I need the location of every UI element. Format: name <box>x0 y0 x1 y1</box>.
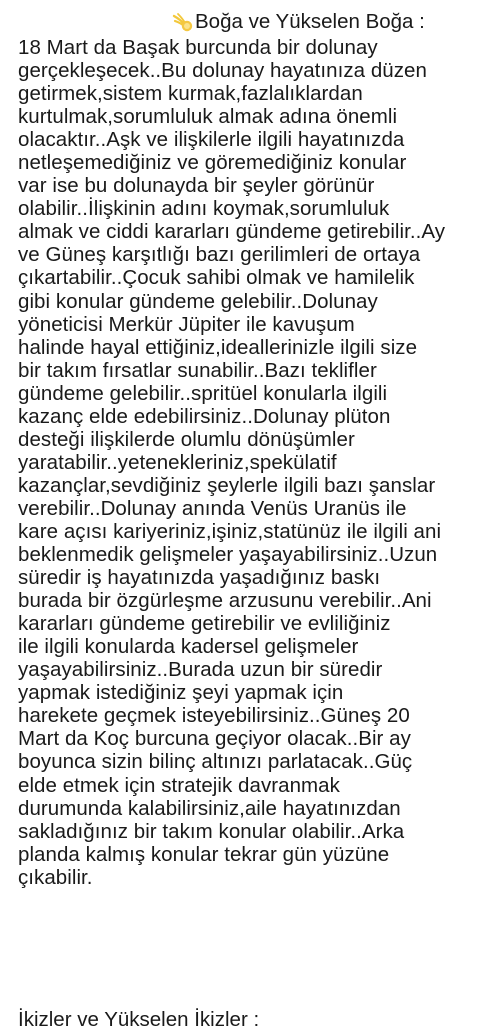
text-line: kararları gündeme getirebilir ve evliliğiniz <box>18 612 391 636</box>
text-line: beklenmedik gelişmeler yaşayabilirsiniz..Uzun <box>18 543 438 567</box>
cutoff-line: İkizler ve Yükselen İkizler : <box>18 1008 260 1031</box>
text-line: var ise bu dolunayda bir şeyler görünür <box>18 174 375 198</box>
text-line: kare açısı kariyeriniz,işiniz,statünüz ile ilgili ani <box>18 519 442 543</box>
text-line: kazançlar,sevdiğiniz şeylerle ilgili bazı şanslar <box>18 473 436 497</box>
text-line: burada bir özgürleşme arzusunu verebilir..Ani <box>18 589 432 613</box>
text-line: durumunda kalabilirsiniz,aile hayatınızdan <box>18 796 401 820</box>
text-line: gündeme gelebilir..spritüel konularla ilgili <box>18 381 388 405</box>
text-line: kazanç elde edebilirsiniz..Dolunay plüton <box>18 404 391 428</box>
text-line: netleşemediğiniz ve göremediğiniz konular <box>18 151 407 175</box>
text-line: sakladığınız bir takım konular olabilir..Arka <box>18 819 405 843</box>
text-line: 18 Mart da Başak burcunda bir dolunay <box>18 36 378 59</box>
text-line: yapmak istediğiniz şeyi yapmak için <box>18 681 344 705</box>
text-line: yaratabilir..yetenekleriniz,spekülatif <box>18 450 337 474</box>
section-title: Boğa ve Yükselen Boğa : <box>195 10 425 33</box>
text-line: çıkartabilir..Çocuk sahibi olmak ve hamilelik <box>18 266 415 290</box>
text-line: yaşayabilirsiniz..Burada uzun bir süredir <box>18 658 383 682</box>
text-line: harekete geçmek isteyebilirsiniz..Güneş 20 <box>18 704 410 728</box>
text-line: verebilir..Dolunay anında Venüs Uranüs ile <box>18 496 407 520</box>
text-line: çıkabilir. <box>18 865 93 889</box>
text-line: halinde hayal ettiğiniz,ideallerinizle ilgili size <box>18 335 418 359</box>
text-line: Mart da Koç burcuna geçiyor olacak..Bir ay <box>18 727 411 751</box>
text-line: desteği ilişkilerde olumlu dönüşümler <box>18 427 355 451</box>
text-line: kurtulmak,sorumluluk almak adına önemli <box>18 105 398 129</box>
text-line: olacaktır..Aşk ve ilişkilerle ilgili hayatınızda <box>18 128 405 152</box>
text-line: süredir iş hayatınızda yaşadığınız baskı <box>18 566 381 590</box>
text-line: planda kalmış konular tekrar gün yüzüne <box>18 842 390 866</box>
text-line: ile ilgili konularda kadersel gelişmeler <box>18 635 359 659</box>
text-line: elde etmek için stratejik davranmak <box>18 773 340 797</box>
cutoff-next-section <box>0 1008 503 1031</box>
text-line: boyunca sizin bilinç altınızı parlatacak..Güç <box>18 750 413 774</box>
text-line: yöneticisi Merkür Jüpiter ile kavuşum <box>18 312 355 336</box>
text-line: olabilir..İlişkinin adını koymak,sorumluluk <box>18 197 390 221</box>
text-line: gibi konular gündeme gelebilir..Dolunay <box>18 289 378 313</box>
text-line: bir takım fırsatlar sunabilir..Bazı teklifler <box>18 358 377 382</box>
comet-icon <box>172 11 194 33</box>
text-line: ve Güneş karşıtlığı bazı gerilimleri de ortaya <box>18 243 421 267</box>
text-line: getirmek,sistem kurmak,fazlalıklardan <box>18 82 363 106</box>
section-heading <box>172 9 425 35</box>
text-line: gerçekleşecek..Bu dolunay hayatınıza düzen <box>18 59 427 83</box>
body-text <box>18 36 503 889</box>
text-line: almak ve ciddi kararları gündeme getirebilir..Ay <box>18 220 446 244</box>
